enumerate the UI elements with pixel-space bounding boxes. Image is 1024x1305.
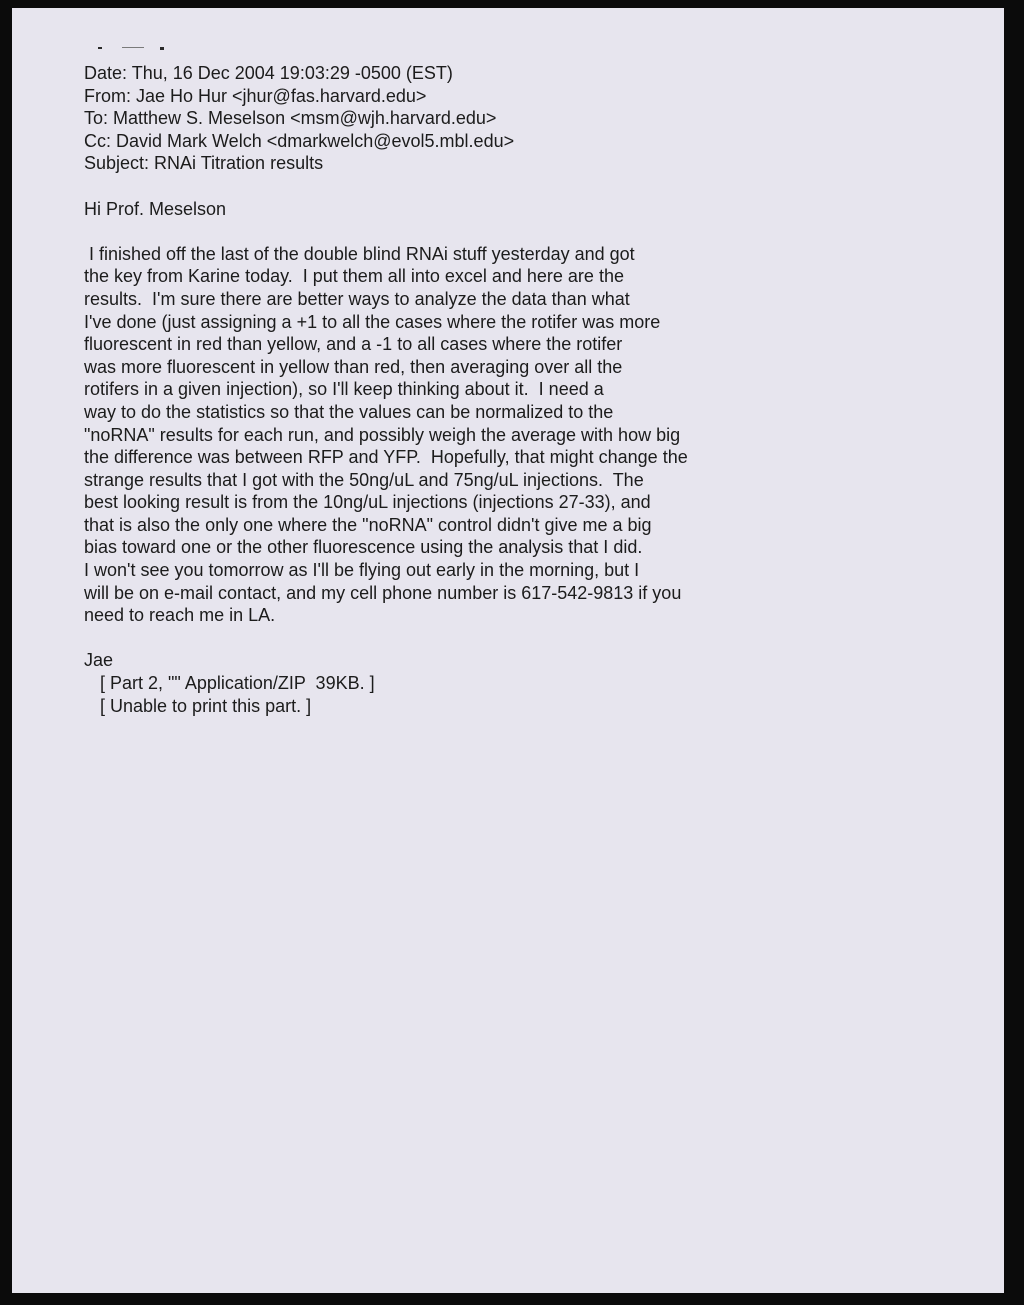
attachment-note: [ Unable to print this part. ] — [100, 695, 312, 716]
body-line: I finished off the last of the double blind RNAi stuff yesterday and got — [84, 243, 635, 264]
body-line: was more fluorescent in yellow than red, then averaging over all the — [84, 356, 623, 377]
to-line: To: Matthew S. Meselson <msm@wjh.harvard.edu> — [84, 108, 497, 129]
body-line: need to reach me in LA. — [84, 605, 276, 626]
body-line: I won't see you tomorrow as I'll be flying out early in the morning, but I — [84, 560, 640, 581]
body-line: that is also the only one where the "noRNA" control didn't give me a big — [84, 514, 652, 535]
spacer — [84, 175, 784, 198]
body-line: way to do the statistics so that the values can be normalized to the — [84, 401, 614, 422]
greeting: Hi Prof. Meselson — [84, 198, 227, 219]
speck — [122, 47, 144, 48]
scanned-page — [12, 8, 1004, 1293]
body-line: best looking result is from the 10ng/uL injections (injections 27-33), and — [84, 492, 651, 513]
email-header — [84, 62, 784, 175]
body-line: fluorescent in red than yellow, and a -1 to all cases where the rotifer — [84, 334, 623, 355]
signature: Jae — [84, 650, 114, 671]
subject-line: Subject: RNAi Titration results — [84, 153, 324, 174]
body-line: strange results that I got with the 50ng/uL and 75ng/uL injections. The — [84, 469, 644, 490]
scan-specks — [98, 45, 178, 53]
message-body — [84, 243, 784, 627]
body-line: "noRNA" results for each run, and possibly weigh the average with how big — [84, 424, 681, 445]
attachment-info: [ Part 2, "" Application/ZIP 39KB. ] — [100, 673, 375, 694]
body-line: bias toward one or the other fluorescence using the analysis that I did. — [84, 537, 643, 558]
body-line: the key from Karine today. I put them all into excel and here are the — [84, 266, 624, 287]
spacer — [84, 627, 784, 650]
body-line: I've done (just assigning a +1 to all the cases where the rotifer was more — [84, 311, 661, 332]
email-printout — [84, 62, 784, 717]
date-line: Date: Thu, 16 Dec 2004 19:03:29 -0500 (EST) — [84, 63, 453, 83]
from-line: From: Jae Ho Hur <jhur@fas.harvard.edu> — [84, 85, 427, 106]
speck — [160, 47, 164, 50]
body-line: results. I'm sure there are better ways to analyze the data than what — [84, 288, 630, 309]
body-line: the difference was between RFP and YFP. Hopefully, that might change the — [84, 447, 688, 468]
body-line: will be on e-mail contact, and my cell phone number is 617-542-9813 if you — [84, 582, 682, 603]
body-line: rotifers in a given injection), so I'll keep thinking about it. I need a — [84, 379, 604, 400]
speck — [98, 47, 102, 49]
cc-line: Cc: David Mark Welch <dmarkwelch@evol5.mbl.edu> — [84, 130, 515, 151]
spacer — [84, 220, 784, 243]
